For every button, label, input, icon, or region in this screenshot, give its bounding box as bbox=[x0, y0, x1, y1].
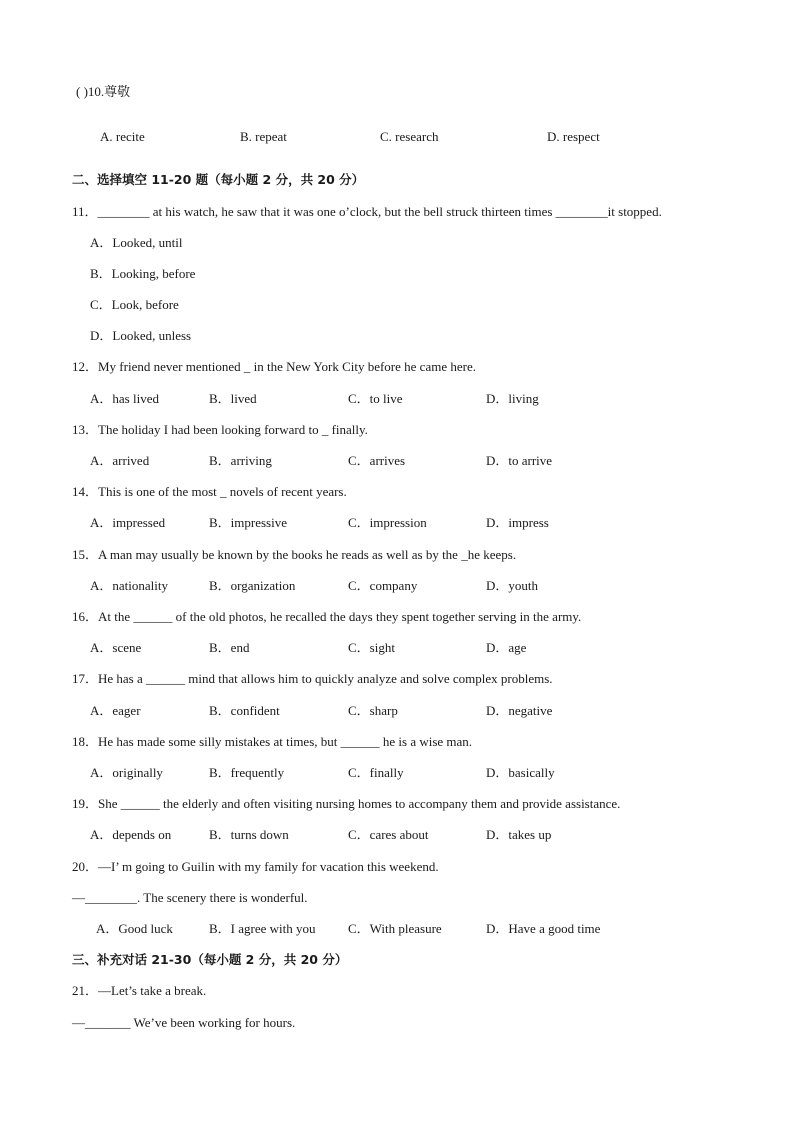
q14-option-d: D．impress bbox=[486, 515, 549, 530]
q10-stem: ( )10.尊敬 bbox=[76, 84, 131, 99]
q17-option-b: B．confident bbox=[209, 703, 280, 718]
q14-option-a: A．impressed bbox=[90, 515, 166, 530]
q17-stem: 17．He has a ______ mind that allows him to quickly analyze and solve complex problems. bbox=[72, 671, 553, 686]
q19-stem: 19．She ______ the elderly and often visiting nursing homes to accompany them and provide assistance. bbox=[72, 796, 621, 811]
q15-option-d: D．youth bbox=[486, 578, 539, 593]
q20-option-a: A．Good luck bbox=[96, 921, 173, 936]
q11-stem: 11．________ at his watch, he saw that it was one o’clock, but the bell struck thirteen times ________it stopped. bbox=[72, 204, 662, 219]
q11-option-b: B．Looking, before bbox=[90, 266, 196, 281]
q14-stem: 14．This is one of the most _ novels of recent years. bbox=[72, 484, 347, 499]
q18-option-d: D．basically bbox=[486, 765, 555, 780]
q10-option-c: C. research bbox=[380, 129, 439, 144]
q13-option-a: A．arrived bbox=[90, 453, 150, 468]
q20-option-b: B．I agree with you bbox=[209, 921, 316, 936]
q21-stem: 21．—Let’s take a break. bbox=[72, 983, 207, 998]
q13-option-d: D．to arrive bbox=[486, 453, 553, 468]
q18-stem: 18．He has made some silly mistakes at times, but ______ he is a wise man. bbox=[72, 734, 473, 749]
q10-option-b: B. repeat bbox=[240, 129, 287, 144]
q16-option-a: A．scene bbox=[90, 640, 142, 655]
q16-option-d: D．age bbox=[486, 640, 527, 655]
q12-option-d: D．living bbox=[486, 391, 539, 406]
q13-option-c: C．arrives bbox=[348, 453, 406, 468]
q12-option-a: A．has lived bbox=[90, 391, 159, 406]
q15-option-b: B．organization bbox=[209, 578, 296, 593]
q16-option-b: B．end bbox=[209, 640, 250, 655]
q15-option-c: C．company bbox=[348, 578, 418, 593]
q20-option-c: C．With pleasure bbox=[348, 921, 442, 936]
q18-option-c: C．finally bbox=[348, 765, 404, 780]
q20-option-d: D．Have a good time bbox=[486, 921, 601, 936]
q17-option-a: A．eager bbox=[90, 703, 141, 718]
q17-option-d: D．negative bbox=[486, 703, 553, 718]
q10-option-d: D. respect bbox=[547, 129, 600, 144]
q13-option-b: B．arriving bbox=[209, 453, 272, 468]
q18-option-b: B．frequently bbox=[209, 765, 285, 780]
q12-option-c: C．to live bbox=[348, 391, 403, 406]
q14-option-c: C．impression bbox=[348, 515, 427, 530]
q19-option-d: D．takes up bbox=[486, 827, 552, 842]
q19-option-b: B．turns down bbox=[209, 827, 289, 842]
q10-option-a: A. recite bbox=[100, 129, 145, 144]
q20-stem: 20．—I’ m going to Guilin with my family for vacation this weekend. bbox=[72, 859, 439, 874]
q19-option-a: A．depends on bbox=[90, 827, 172, 842]
q16-option-c: C．sight bbox=[348, 640, 395, 655]
q11-option-c: C．Look, before bbox=[90, 297, 179, 312]
q11-option-d: D．Looked, unless bbox=[90, 328, 192, 343]
q13-stem: 13．The holiday I had been looking forward to _ finally. bbox=[72, 422, 368, 437]
q14-option-b: B．impressive bbox=[209, 515, 287, 530]
q15-option-a: A．nationality bbox=[90, 578, 168, 593]
q18-option-a: A．originally bbox=[90, 765, 163, 780]
q15-stem: 15．A man may usually be known by the books he reads as well as by the _he keeps. bbox=[72, 547, 517, 562]
q12-stem: 12．My friend never mentioned _ in the New York City before he came here. bbox=[72, 359, 476, 374]
q17-option-c: C．sharp bbox=[348, 703, 398, 718]
q21-reply: —_______ We’ve been working for hours. bbox=[72, 1015, 296, 1030]
q16-stem: 16．At the ______ of the old photos, he recalled the days they spent together serving in the army. bbox=[72, 609, 582, 624]
q11-option-a: A．Looked, until bbox=[90, 235, 183, 250]
section-2-heading: 二、选择填空 11-20 题（每小题 2 分，共 20 分） bbox=[72, 172, 365, 187]
section-3-heading: 三、补充对话 21-30（每小题 2 分，共 20 分） bbox=[72, 952, 348, 967]
q19-option-c: C．cares about bbox=[348, 827, 429, 842]
q20-reply: —________. The scenery there is wonderful. bbox=[72, 890, 308, 905]
q12-option-b: B．lived bbox=[209, 391, 257, 406]
